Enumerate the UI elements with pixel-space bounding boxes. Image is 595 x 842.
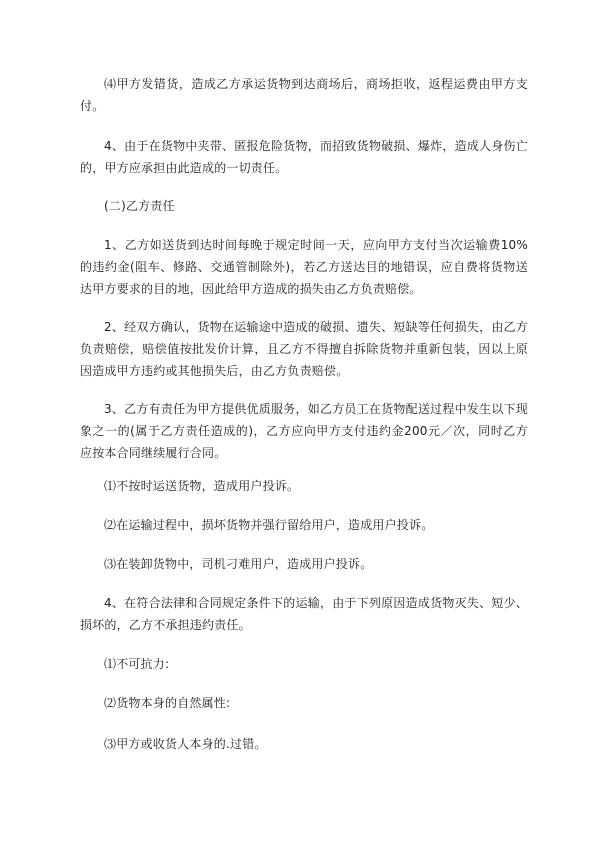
list-item: ⑵在运输过程中，损坏货物并强行留给用户，造成用户投诉。 <box>104 518 434 532</box>
list-item: ⑴不可抗力: <box>104 657 170 671</box>
paragraph: 1、乙方如送货到达时间每晚于规定时间一天，应向甲方支付当次运输费10%的违约金(阻车、修路、交通管制除外)，若乙方送达目的地错误，应自费将货物送达甲方要求的目的地，因此给甲方造成的损失由乙方负责赔偿。 <box>80 238 528 296</box>
paragraph: ⑷甲方发错货，造成乙方承运货物到达商场后，商场拒收，返程运费由甲方支付。 <box>80 77 528 113</box>
list-item: ⑶在装卸货物中，司机刁难用户，造成用户投诉。 <box>104 557 373 571</box>
list-item: ⑶甲方或收货人本身的.过错。 <box>104 737 267 751</box>
paragraph: 3、乙方有责任为甲方提供优质服务，如乙方员工在货物配送过程中发生以下现象之一的(属于乙方责任造成的)，乙方应向甲方支付违约金200元／次，同时乙方应按本合同继续履行合同。 <box>80 402 528 460</box>
paragraph: 2、经双方确认，货物在运输途中造成的破损、遗失、短缺等任何损失，由乙方负责赔偿，赔偿值按批发价计算，且乙方不得擅自拆除货物并重新包装，因以上原因造成甲方违约或其他损失后，由乙方负责赔偿。 <box>80 320 528 378</box>
paragraph: 4、由于在货物中夹带、匿报危险货物，而招致货物破损、爆炸，造成人身伤亡的，甲方应承担由此造成的一切责任。 <box>80 139 528 175</box>
list-item: ⑴不按时运送货物，造成用户投诉。 <box>104 479 300 493</box>
paragraph: 4、在符合法律和合同规定条件下的运输，由于下列原因造成货物灭失、短少、损坏的，乙方不承担违约责任。 <box>80 596 528 632</box>
section-heading: (二)乙方责任 <box>104 199 175 213</box>
list-item: ⑵货物本身的自然属性: <box>104 696 231 710</box>
